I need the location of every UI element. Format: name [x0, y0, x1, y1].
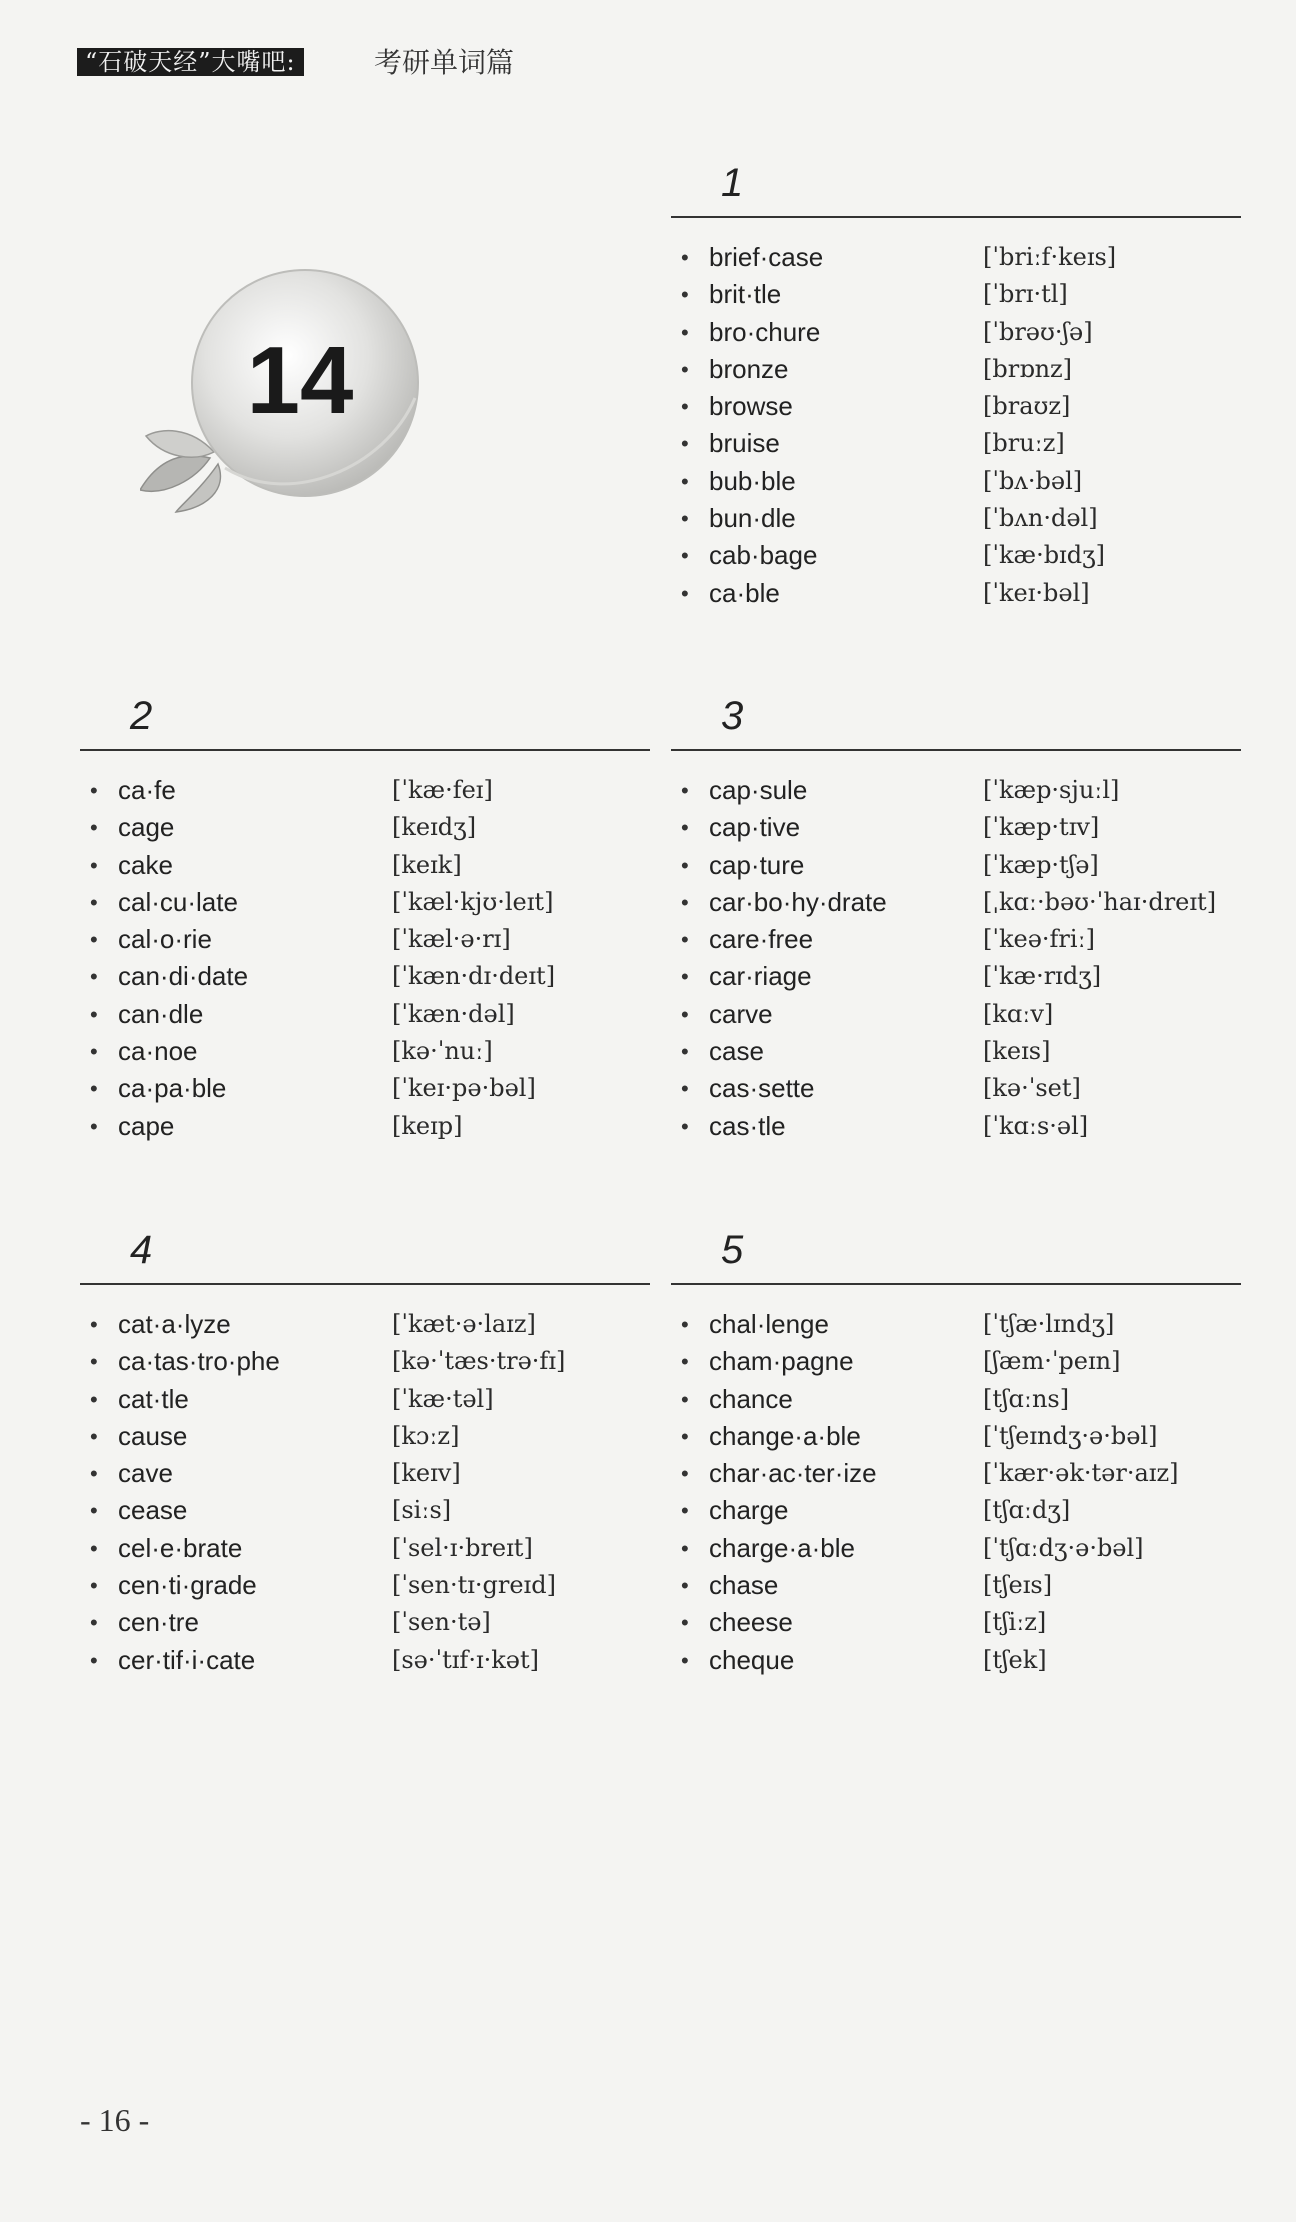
pronunciation: [tʃek] — [983, 1645, 1047, 1674]
headword: cap·ture — [709, 849, 805, 880]
headword: chase — [709, 1570, 779, 1601]
word-entry — [671, 239, 1241, 276]
pronunciation: [keɪk] — [392, 850, 462, 879]
word-entry — [671, 351, 1241, 388]
bullet-icon: • — [681, 927, 689, 953]
headword: case — [709, 1036, 764, 1067]
word-entry — [80, 1567, 650, 1604]
word-entry — [80, 884, 650, 921]
word-entry — [80, 958, 650, 995]
chapter-number: 14 — [246, 327, 354, 434]
bullet-icon: • — [681, 394, 689, 420]
pronunciation: [ˈbriːf·keɪs] — [983, 243, 1117, 271]
headword: cap·sule — [709, 775, 808, 805]
headword: chal·lenge — [709, 1309, 829, 1339]
pronunciation: [ˈkæl·ə·rɪ] — [392, 925, 511, 954]
pronunciation: [ˈtʃeɪndʒ·ə·bəl] — [983, 1421, 1158, 1450]
bullet-icon: • — [681, 1573, 689, 1599]
pronunciation: [ˈkæ·feɪ] — [392, 776, 493, 804]
bullet-icon: • — [681, 245, 689, 270]
bullet-icon: • — [681, 1312, 689, 1337]
bullet-icon: • — [90, 1113, 98, 1139]
bullet-icon: • — [681, 1113, 689, 1139]
headword: cab·bage — [709, 540, 818, 571]
headword: carve — [709, 998, 773, 1029]
pronunciation: [kɑːv] — [983, 999, 1054, 1028]
pronunciation: [braʊz] — [983, 392, 1071, 421]
headword: char·ac·ter·ize — [709, 1458, 877, 1489]
section-number: 1 — [721, 161, 744, 205]
section-divider — [671, 749, 1241, 751]
word-entry — [671, 958, 1241, 995]
pronunciation: [ˈtʃæ·lɪndʒ] — [983, 1310, 1115, 1338]
word-entry — [671, 884, 1241, 921]
pronunciation: [sə·ˈtɪf·ɪ·kət] — [392, 1645, 539, 1674]
pronunciation: [keɪs] — [983, 1037, 1051, 1066]
pronunciation: [keɪp] — [392, 1111, 463, 1140]
word-entry — [671, 1530, 1241, 1567]
pronunciation: [ˈkeɪ·pə·bəl] — [392, 1074, 536, 1103]
headword: charge — [709, 1495, 789, 1526]
pronunciation: [tʃiːz] — [983, 1608, 1047, 1637]
pronunciation: [ˈsen·tə] — [392, 1608, 491, 1637]
headword: cas·sette — [709, 1073, 815, 1104]
pronunciation: [tʃɑːdʒ] — [983, 1496, 1071, 1525]
pronunciation: [ˈkeɪ·bəl] — [983, 578, 1090, 607]
bullet-icon: • — [681, 282, 689, 308]
headword: cat·a·lyze — [118, 1309, 231, 1339]
headword: cham·pagne — [709, 1346, 854, 1377]
bullet-icon: • — [90, 1001, 98, 1027]
bullet-icon: • — [681, 1039, 689, 1065]
pronunciation: [ˈkæp·tɪv] — [983, 813, 1100, 842]
book-subtitle: 考研单词篇 — [374, 46, 515, 79]
headword: cat·tle — [118, 1383, 189, 1414]
headword: ca·pa·ble — [118, 1073, 227, 1104]
word-entry — [671, 388, 1241, 425]
word-list — [80, 1306, 650, 1679]
bullet-icon: • — [681, 1647, 689, 1673]
word-entry — [80, 1381, 650, 1418]
bullet-icon: • — [681, 1076, 689, 1102]
pronunciation: [ʃæm·ˈpeɪn] — [983, 1347, 1121, 1376]
headword: cave — [118, 1458, 173, 1489]
headword: cal·o·rie — [118, 924, 212, 955]
headword: cer·tif·i·cate — [118, 1644, 256, 1675]
pronunciation: [kɔːz] — [392, 1421, 460, 1450]
word-entry — [671, 809, 1241, 846]
bullet-icon: • — [681, 964, 689, 990]
pronunciation: [ˈbʌn·dəl] — [983, 504, 1098, 533]
pronunciation: [keɪv] — [392, 1459, 461, 1488]
bullet-icon: • — [90, 927, 98, 953]
pronunciation: [ˈkæt·ə·laɪz] — [392, 1310, 536, 1338]
headword: bruise — [709, 428, 780, 459]
headword: car·riage — [709, 961, 812, 992]
word-entry — [80, 1418, 650, 1455]
word-entry — [671, 1642, 1241, 1679]
word-entry — [80, 809, 650, 846]
headword: brief·case — [709, 242, 824, 272]
bullet-icon: • — [681, 356, 689, 382]
word-entry — [671, 1343, 1241, 1380]
pronunciation: [ˈsel·ɪ·breɪt] — [392, 1533, 533, 1562]
word-list — [80, 772, 650, 1145]
bullet-icon: • — [90, 1647, 98, 1673]
pronunciation: [siːs] — [392, 1496, 452, 1525]
headword: cen·tre — [118, 1607, 199, 1638]
bullet-icon: • — [681, 1498, 689, 1524]
word-entry — [671, 537, 1241, 574]
pronunciation: [ˈbʌ·bəl] — [983, 466, 1083, 495]
pronunciation: [keɪdʒ] — [392, 813, 477, 842]
headword: bub·ble — [709, 465, 796, 496]
pronunciation: [tʃɑːns] — [983, 1384, 1070, 1413]
bullet-icon: • — [681, 1349, 689, 1375]
headword: cen·ti·grade — [118, 1570, 257, 1601]
bullet-icon: • — [681, 1386, 689, 1412]
word-entry — [671, 1306, 1241, 1343]
word-entry — [671, 1455, 1241, 1492]
bullet-icon: • — [681, 319, 689, 345]
pronunciation: [brɒnz] — [983, 354, 1073, 383]
bullet-icon: • — [90, 852, 98, 878]
word-entry — [671, 314, 1241, 351]
bullet-icon: • — [681, 1001, 689, 1027]
word-entry — [80, 1642, 650, 1679]
bullet-icon: • — [681, 431, 689, 457]
word-entry — [80, 1343, 650, 1380]
bullet-icon: • — [681, 778, 689, 803]
pronunciation: [ˈkæp·tʃə] — [983, 850, 1099, 879]
pronunciation: [tʃeɪs] — [983, 1571, 1053, 1600]
word-entry — [671, 1567, 1241, 1604]
headword: car·bo·hy·drate — [709, 886, 887, 917]
word-entry — [671, 1108, 1241, 1145]
word-entry — [671, 1381, 1241, 1418]
bullet-icon: • — [90, 778, 98, 803]
pronunciation: [ˈkɑːs·əl] — [983, 1111, 1089, 1140]
section-number: 2 — [130, 694, 153, 738]
section-number: 4 — [130, 1228, 153, 1272]
bullet-icon: • — [90, 889, 98, 915]
word-entry — [671, 1418, 1241, 1455]
headword: cal·cu·late — [118, 886, 238, 917]
section-divider — [80, 1283, 650, 1285]
pronunciation: [bruːz] — [983, 429, 1065, 458]
headword: ca·tas·tro·phe — [118, 1346, 280, 1377]
word-list — [671, 239, 1241, 612]
headword: cease — [118, 1495, 188, 1526]
pronunciation: [ˈbrəʊ·ʃə] — [983, 317, 1093, 346]
pronunciation: [ˌkɑː·bəʊ·ˈhaɪ·dreɪt] — [983, 887, 1217, 916]
headword: cage — [118, 812, 175, 843]
word-entry — [80, 921, 650, 958]
word-entry — [671, 921, 1241, 958]
pronunciation: [ˈkeə·friː] — [983, 925, 1096, 954]
bullet-icon: • — [90, 815, 98, 841]
headword: chance — [709, 1383, 793, 1414]
headword: ca·fe — [118, 775, 176, 805]
word-entry — [80, 1070, 650, 1107]
word-entry — [80, 1108, 650, 1145]
bullet-icon: • — [681, 815, 689, 841]
section-divider — [80, 749, 650, 751]
bullet-icon: • — [681, 1461, 689, 1487]
bullet-icon: • — [90, 1573, 98, 1599]
headword: bronze — [709, 353, 789, 384]
headword: change·a·ble — [709, 1420, 861, 1451]
word-entry — [671, 1033, 1241, 1070]
bullet-icon: • — [681, 889, 689, 915]
pronunciation: [kə·ˈnuː] — [392, 1037, 493, 1066]
headword: cape — [118, 1110, 175, 1141]
word-entry — [671, 1070, 1241, 1107]
headword: cake — [118, 849, 173, 880]
bullet-icon: • — [681, 852, 689, 878]
word-entry — [671, 772, 1241, 809]
word-entry — [671, 500, 1241, 537]
pronunciation: [ˈkæn·dɪ·deɪt] — [392, 962, 556, 991]
headword: charge·a·ble — [709, 1532, 855, 1563]
section-number: 3 — [721, 694, 744, 738]
bullet-icon: • — [90, 1423, 98, 1449]
pronunciation: [ˈtʃɑːdʒ·ə·bəl] — [983, 1533, 1144, 1562]
pronunciation: [ˈkær·ək·tər·aɪz] — [983, 1459, 1179, 1488]
headword: can·di·date — [118, 961, 249, 992]
headword: can·dle — [118, 998, 204, 1029]
pronunciation: [kə·ˈset] — [983, 1074, 1081, 1103]
bullet-icon: • — [90, 1498, 98, 1524]
word-entry — [80, 1455, 650, 1492]
bullet-icon: • — [90, 964, 98, 990]
word-list — [671, 772, 1241, 1145]
pronunciation: [ˈkæ·rɪdʒ] — [983, 962, 1102, 991]
pronunciation: [ˈsen·tɪ·greɪd] — [392, 1571, 556, 1600]
headword: cheque — [709, 1644, 795, 1675]
bullet-icon: • — [90, 1312, 98, 1337]
bullet-icon: • — [681, 506, 689, 532]
bullet-icon: • — [90, 1039, 98, 1065]
chapter-badge — [140, 268, 425, 513]
headword: brit·tle — [709, 279, 782, 310]
headword: ca·ble — [709, 577, 780, 608]
bullet-icon: • — [681, 1535, 689, 1561]
bullet-icon: • — [681, 543, 689, 569]
word-entry — [80, 1530, 650, 1567]
word-entry — [80, 1033, 650, 1070]
headword: cause — [118, 1420, 188, 1451]
section-number: 5 — [721, 1228, 744, 1272]
word-entry — [80, 847, 650, 884]
pronunciation: [kə·ˈtæs·trə·fɪ] — [392, 1347, 566, 1376]
headword: ca·noe — [118, 1036, 198, 1067]
headword: cas·tle — [709, 1110, 786, 1141]
bullet-icon: • — [681, 1423, 689, 1449]
word-entry — [671, 996, 1241, 1033]
headword: care·free — [709, 924, 814, 955]
bullet-icon: • — [90, 1386, 98, 1412]
word-entry — [80, 1306, 650, 1343]
word-entry — [671, 425, 1241, 462]
headword: cheese — [709, 1607, 793, 1638]
headword: browse — [709, 391, 793, 422]
pronunciation: [ˈkæ·təl] — [392, 1384, 494, 1413]
word-entry — [80, 1492, 650, 1529]
pronunciation: [ˈkæ·bɪdʒ] — [983, 541, 1106, 570]
bullet-icon: • — [90, 1535, 98, 1561]
word-entry — [671, 1604, 1241, 1641]
bullet-icon: • — [90, 1610, 98, 1636]
word-entry — [671, 463, 1241, 500]
pronunciation: [ˈbrɪ·tl] — [983, 280, 1068, 309]
headword: cel·e·brate — [118, 1532, 243, 1563]
bullet-icon: • — [90, 1461, 98, 1487]
series-title-tag: “石破天经”大嘴吧: — [77, 48, 304, 76]
headword: bun·dle — [709, 503, 796, 534]
headword: bro·chure — [709, 316, 821, 347]
bullet-icon: • — [90, 1076, 98, 1102]
page-number: - 16 - — [80, 2102, 150, 2138]
word-entry — [80, 772, 650, 809]
word-entry — [671, 276, 1241, 313]
pronunciation: [ˈkæl·kjʊ·leɪt] — [392, 887, 554, 916]
bullet-icon: • — [681, 468, 689, 494]
pronunciation: [ˈkæn·dəl] — [392, 999, 515, 1028]
word-list — [671, 1306, 1241, 1679]
bullet-icon: • — [90, 1349, 98, 1375]
pronunciation: [ˈkæp·sjuːl] — [983, 776, 1120, 804]
headword: cap·tive — [709, 812, 801, 843]
word-entry — [80, 996, 650, 1033]
word-entry — [671, 1492, 1241, 1529]
word-entry — [80, 1604, 650, 1641]
word-entry — [671, 575, 1241, 612]
section-divider — [671, 1283, 1241, 1285]
section-divider — [671, 216, 1241, 218]
bullet-icon: • — [681, 1610, 689, 1636]
bullet-icon: • — [681, 580, 689, 606]
word-entry — [671, 847, 1241, 884]
